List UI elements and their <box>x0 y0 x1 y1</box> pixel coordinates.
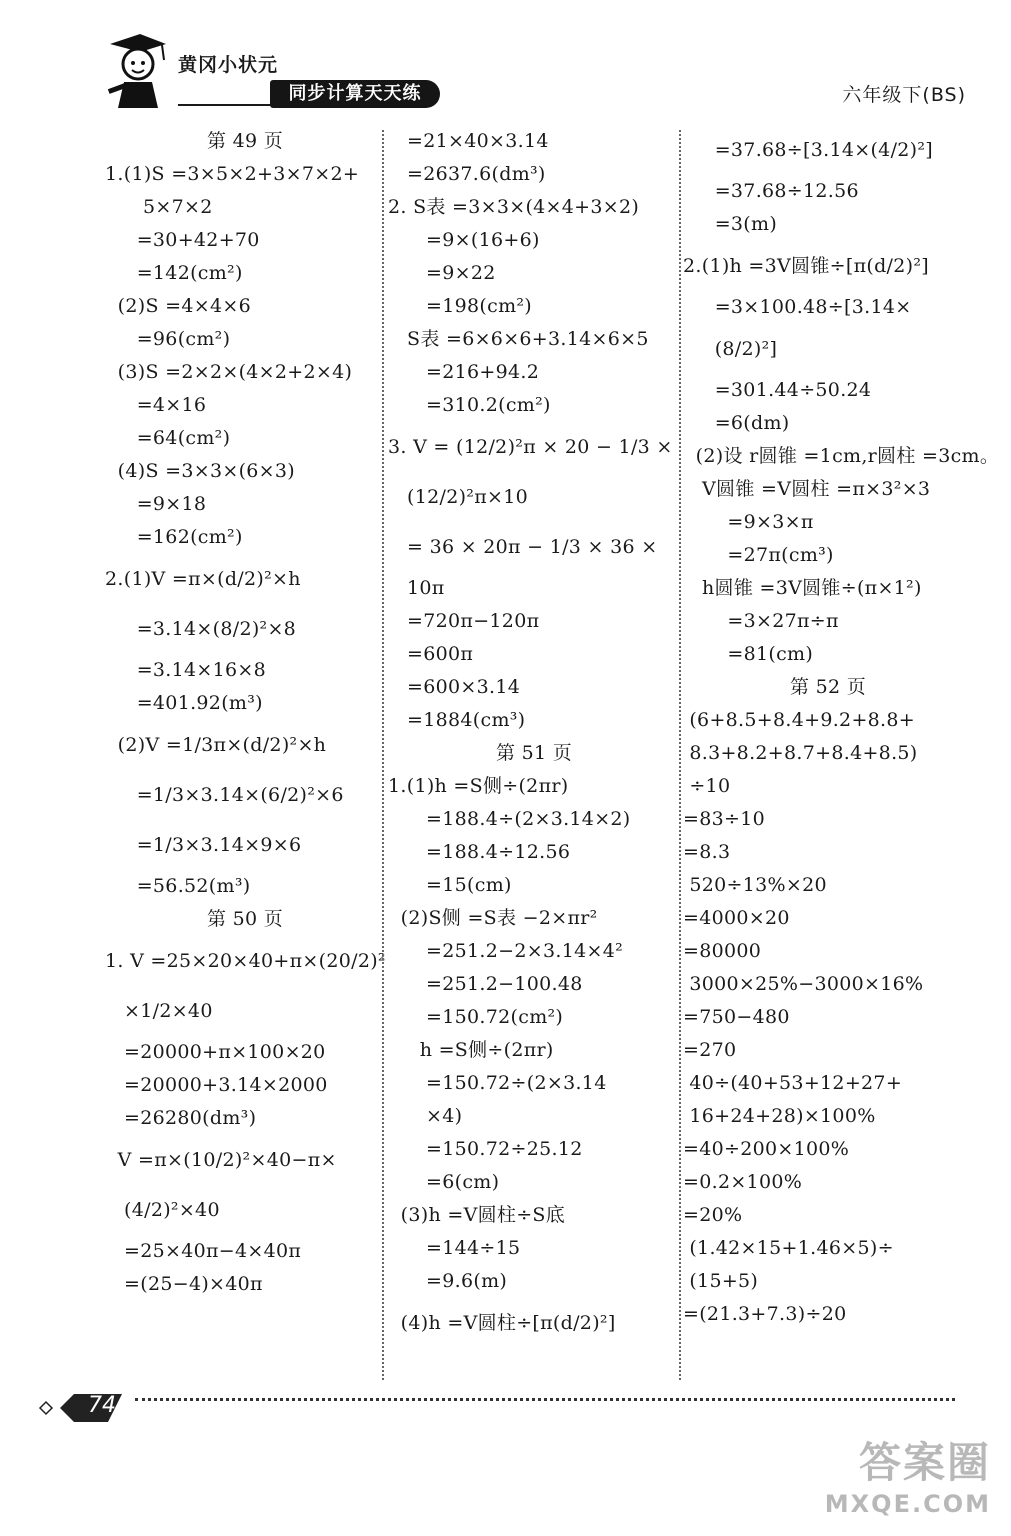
answer-line: =198(cm²) <box>388 295 533 317</box>
answer-line: =40÷200×100% <box>683 1138 850 1160</box>
answer-line: 2. S表 =3×3×(4×4+3×2) <box>388 196 640 218</box>
page-heading: 第 49 页 <box>206 130 284 152</box>
series-title-badge: 同步计算天天练 <box>270 80 440 108</box>
column-divider <box>679 130 681 1380</box>
answer-line: =(21.3+7.3)÷20 <box>683 1303 847 1325</box>
answer-line: =9×(16+6) <box>388 229 540 251</box>
answer-line: =80000 <box>683 940 762 962</box>
answer-line: =25×40π−4×40π <box>105 1240 302 1262</box>
grade-label: 六年级下(BS) <box>842 84 966 106</box>
answer-line: (2)S侧 =S表 −2×πr² <box>388 907 598 929</box>
answer-line: =37.68÷[3.14×(4/2)²] <box>683 139 934 161</box>
answer-line: =20000+3.14×2000 <box>105 1074 328 1096</box>
answer-line: =6(dm) <box>683 412 790 434</box>
answer-line: 5×7×2 <box>105 196 213 218</box>
answer-line: h圆锥 =3V圆锥÷(π×1²) <box>683 577 922 599</box>
answer-line: (2)V =1/3π×(d/2)²×h <box>105 734 327 756</box>
answer-line: S表 =6×6×6+3.14×6×5 <box>388 328 649 350</box>
answer-line: =21×40×3.14 <box>388 130 549 152</box>
answer-line: =8.3 <box>683 841 731 863</box>
answer-line: (8/2)²] <box>683 338 778 360</box>
answer-column-3 <box>683 125 1000 1331</box>
answer-line: 8.3+8.2+8.7+8.4+8.5) <box>683 742 918 764</box>
answer-line: =64(cm²) <box>105 427 231 449</box>
answer-line: =1884(cm³) <box>388 709 526 731</box>
answer-line: =0.2×100% <box>683 1171 803 1193</box>
answer-line: =3.14×(8/2)²×8 <box>105 618 297 640</box>
answer-line: =401.92(m³) <box>105 692 263 714</box>
answer-line: =188.4÷12.56 <box>388 841 571 863</box>
page-heading: 第 50 页 <box>206 908 284 930</box>
answer-line: (4)S =3×3×(6×3) <box>105 460 296 482</box>
answer-line: =270 <box>683 1039 737 1061</box>
answer-line: =3×27π÷π <box>683 610 839 632</box>
answer-line: =(25−4)×40π <box>105 1273 263 1295</box>
answer-line: 10π <box>388 577 445 599</box>
answer-line: =720π−120π <box>388 610 540 632</box>
answer-line: =142(cm²) <box>105 262 243 284</box>
answer-line: =251.2−100.48 <box>388 973 583 995</box>
answer-line: 2.(1)h =3V圆锥÷[π(d/2)²] <box>683 255 929 277</box>
answer-line: =3(m) <box>683 213 778 235</box>
answer-line: (1.42×15+1.46×5)÷ <box>683 1237 894 1259</box>
answer-line: ÷10 <box>683 775 731 797</box>
answer-line: (12/2)²π×10 <box>388 486 529 508</box>
answer-line: =2637.6(dm³) <box>388 163 546 185</box>
answer-line: =3.14×16×8 <box>105 659 267 681</box>
answer-line: =9×22 <box>388 262 496 284</box>
answer-line: = 36 × 20π − 1/3 × 36 × <box>388 536 658 558</box>
answer-line: =83÷10 <box>683 808 765 830</box>
answer-line: ×4) <box>388 1105 463 1127</box>
answer-line: ×1/2×40 <box>105 1000 213 1022</box>
answer-column-1 <box>105 125 385 1301</box>
answer-line: =1/3×3.14×(6/2)²×6 <box>105 784 344 806</box>
answer-line: =20000+π×100×20 <box>105 1041 326 1063</box>
answer-line: 3. V = (12/2)²π × 20 − 1/3 × <box>388 436 673 458</box>
answer-line: 1.(1)S =3×5×2+3×7×2+ <box>105 163 360 185</box>
answer-line: =301.44÷50.24 <box>683 379 872 401</box>
answer-line: =251.2−2×3.14×4² <box>388 940 624 962</box>
answer-line: (6+8.5+8.4+9.2+8.8+ <box>683 709 916 731</box>
answer-line: =750−480 <box>683 1006 790 1028</box>
answer-line: =9×3×π <box>683 511 814 533</box>
page-header <box>0 0 1011 120</box>
answer-line: =15(cm) <box>388 874 512 896</box>
answer-line: =150.72(cm²) <box>388 1006 564 1028</box>
watermark <box>811 1430 991 1518</box>
answer-line: (3)S =2×2×(4×2+2×4) <box>105 361 353 383</box>
answer-line: =3×100.48÷[3.14× <box>683 296 912 318</box>
column-divider <box>382 130 384 1380</box>
answer-line: =26280(dm³) <box>105 1107 257 1129</box>
answer-line: =1/3×3.14×9×6 <box>105 834 302 856</box>
answer-line: 1.(1)h =S侧÷(2πr) <box>388 775 569 797</box>
answer-line: =600×3.14 <box>388 676 521 698</box>
answer-line: =56.52(m³) <box>105 875 251 897</box>
answer-line: 1. V =25×20×40+π×(20/2)² <box>105 950 386 972</box>
answer-line: =310.2(cm²) <box>388 394 551 416</box>
answer-line: =216+94.2 <box>388 361 540 383</box>
footer-dotted-rule <box>135 1398 955 1401</box>
answer-line: V圆锥 =V圆柱 =π×3²×3 <box>683 478 931 500</box>
answer-line: =162(cm²) <box>105 526 243 548</box>
answer-line: (3)h =V圆柱÷S底 <box>388 1204 566 1226</box>
answer-line: h =S侧÷(2πr) <box>388 1039 554 1061</box>
answer-line: =81(cm) <box>683 643 814 665</box>
mascot-logo-icon <box>100 30 172 110</box>
page-heading: 第 52 页 <box>789 676 867 698</box>
answer-line: =37.68÷12.56 <box>683 180 859 202</box>
answer-line: =20% <box>683 1204 743 1226</box>
answer-line: =9.6(m) <box>388 1270 508 1292</box>
answer-line: V =π×(10/2)²×40−π× <box>105 1149 337 1171</box>
header-underline <box>178 104 278 106</box>
answer-line: =150.72÷25.12 <box>388 1138 583 1160</box>
brand-name: 黄冈小状元 <box>178 54 279 76</box>
answer-line: =6(cm) <box>388 1171 500 1193</box>
answer-line: =4000×20 <box>683 907 790 929</box>
answer-line: 520÷13%×20 <box>683 874 827 896</box>
answer-line: =600π <box>388 643 474 665</box>
answer-line: 3000×25%−3000×16% <box>683 973 924 995</box>
answer-line: (4)h =V圆柱÷[π(d/2)²] <box>388 1312 616 1334</box>
answer-line: 2.(1)V =π×(d/2)²×h <box>105 568 301 590</box>
answer-line: =144÷15 <box>388 1237 521 1259</box>
watermark-url: MXQE.COM <box>824 1490 991 1518</box>
answer-line: =96(cm²) <box>105 328 231 350</box>
answer-line: =150.72÷(2×3.14 <box>388 1072 607 1094</box>
answer-line: (15+5) <box>683 1270 759 1292</box>
answer-column-2 <box>388 125 680 1348</box>
answer-line: =30+42+70 <box>105 229 260 251</box>
page-number: 74 <box>88 1393 116 1418</box>
page-heading: 第 51 页 <box>495 742 573 764</box>
answer-line: (2)S =4×4×6 <box>105 295 251 317</box>
answer-line: =4×16 <box>105 394 207 416</box>
answer-line: (4/2)²×40 <box>105 1199 220 1221</box>
answer-line: =9×18 <box>105 493 207 515</box>
answer-line: 40÷(40+53+12+27+ <box>683 1072 903 1094</box>
answer-line: 16+24+28)×100% <box>683 1105 876 1127</box>
answer-line: (2)设 r圆锥 =1cm,r圆柱 =3cm。 <box>683 445 1000 467</box>
answer-line: =27π(cm³) <box>683 544 834 566</box>
watermark-logo-text: 答案圈 <box>858 1438 991 1487</box>
answer-line: =188.4÷(2×3.14×2) <box>388 808 631 830</box>
